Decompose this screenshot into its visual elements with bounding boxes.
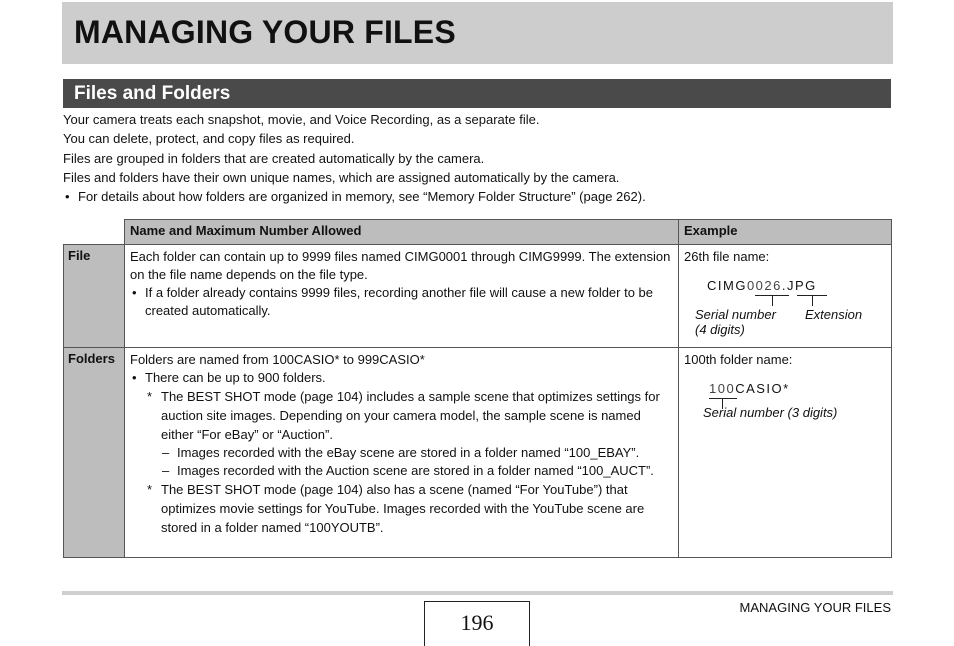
note-mark: * xyxy=(147,389,153,404)
files-folders-table xyxy=(63,219,892,558)
folders-example-cell xyxy=(679,348,892,558)
intro-text xyxy=(63,110,893,206)
folder-serial-bracket-line xyxy=(709,398,737,399)
col-header-name: Name and Maximum Number Allowed xyxy=(125,220,679,245)
folders-subnote-auction xyxy=(130,462,673,480)
subnote-text: Images recorded with the Auction scene are stored in a folder named “100_AUCT”. xyxy=(177,463,654,478)
footer-section-label: MANAGING YOUR FILES xyxy=(739,600,891,615)
folder-code-rest: CASIO xyxy=(735,381,784,396)
chapter-title-bar xyxy=(62,2,893,64)
ext-bracket-stem xyxy=(812,295,813,306)
file-ext-label: Extension xyxy=(805,307,863,322)
intro-line: Files are grouped in folders that are created automatically by the camera. xyxy=(63,150,485,166)
file-code-prefix: CIMG xyxy=(707,278,747,293)
note-text: The BEST SHOT mode (page 104) includes a sample scene that optimizes settings for auction site images. Depending on your camera model, the sample scene is named either “For eBay” or “Auction”. xyxy=(161,389,660,442)
file-code-dot: . xyxy=(781,278,787,293)
folder-serial-label: Serial number (3 digits) xyxy=(703,405,838,420)
file-description-cell xyxy=(125,245,679,348)
file-name-diagram xyxy=(689,275,879,345)
folder-name-diagram xyxy=(689,378,879,428)
file-code xyxy=(707,277,817,295)
folder-code-serial: 100 xyxy=(709,381,736,396)
file-serial-label-text: Serial number xyxy=(695,307,776,322)
file-code-ext: JPG xyxy=(787,278,817,293)
chapter-title: MANAGING YOUR FILES xyxy=(74,14,456,50)
folders-description-cell xyxy=(125,348,679,558)
intro-line: You can delete, protect, and copy files as required. xyxy=(63,131,355,147)
file-code-serial: 0026 xyxy=(746,278,782,293)
section-title-bar xyxy=(63,79,891,108)
folder-code xyxy=(709,380,790,398)
file-serial-label-sub: (4 digits) xyxy=(695,322,745,337)
subnote-text: Images recorded with the eBay scene are stored in a folder named “100_EBAY”. xyxy=(177,445,640,460)
file-serial-label xyxy=(695,307,776,337)
note-mark: * xyxy=(147,482,153,497)
file-bullet: • If a folder already contains 9999 files, recording another file will cause a new folder to be created automatically. xyxy=(130,284,673,320)
note-text: The BEST SHOT mode (page 104) also has a scene (named “For YouTube”) that optimizes movie settings for YouTube. Images recorded with the YouTube scene are stored in a folder named “100YOUTB”. xyxy=(161,482,645,535)
footer-rule xyxy=(62,591,893,595)
page-number-box xyxy=(424,601,530,646)
serial-bracket-stem xyxy=(772,295,773,306)
folders-note-auction xyxy=(130,387,673,444)
folders-note-youtube xyxy=(130,480,673,537)
folders-subnote-ebay xyxy=(130,444,673,462)
intro-line: Your camera treats each snapshot, movie, and Voice Recording, as a separate file. xyxy=(63,112,540,127)
folder-code-star: * xyxy=(783,381,790,396)
folders-example-title: 100th folder name: xyxy=(684,352,793,367)
folders-bullet: • There can be up to 900 folders. xyxy=(130,369,673,387)
page-number: 196 xyxy=(460,610,494,635)
section-title: Files and Folders xyxy=(74,83,231,104)
folders-description: Folders are named from 100CASIO* to 999CASIO* xyxy=(130,352,425,367)
file-example-cell xyxy=(679,245,892,348)
table-corner xyxy=(64,220,125,245)
dash-mark: – xyxy=(162,445,170,460)
intro-bullet: • For details about how folders are organized in memory, see “Memory Folder Structure” (page 262). xyxy=(63,187,893,206)
dash-mark: – xyxy=(162,463,170,478)
row-header-folders: Folders xyxy=(64,348,125,558)
file-example-title: 26th file name: xyxy=(684,249,770,264)
intro-line: Files and folders have their own unique names, which are assigned automatically by the camera. xyxy=(63,169,620,185)
file-description: Each folder can contain up to 9999 files named CIMG0001 through CIMG9999. The extension on the file name depends on the file type. xyxy=(130,249,671,282)
row-header-file: File xyxy=(64,245,125,348)
col-header-example: Example xyxy=(679,220,892,245)
